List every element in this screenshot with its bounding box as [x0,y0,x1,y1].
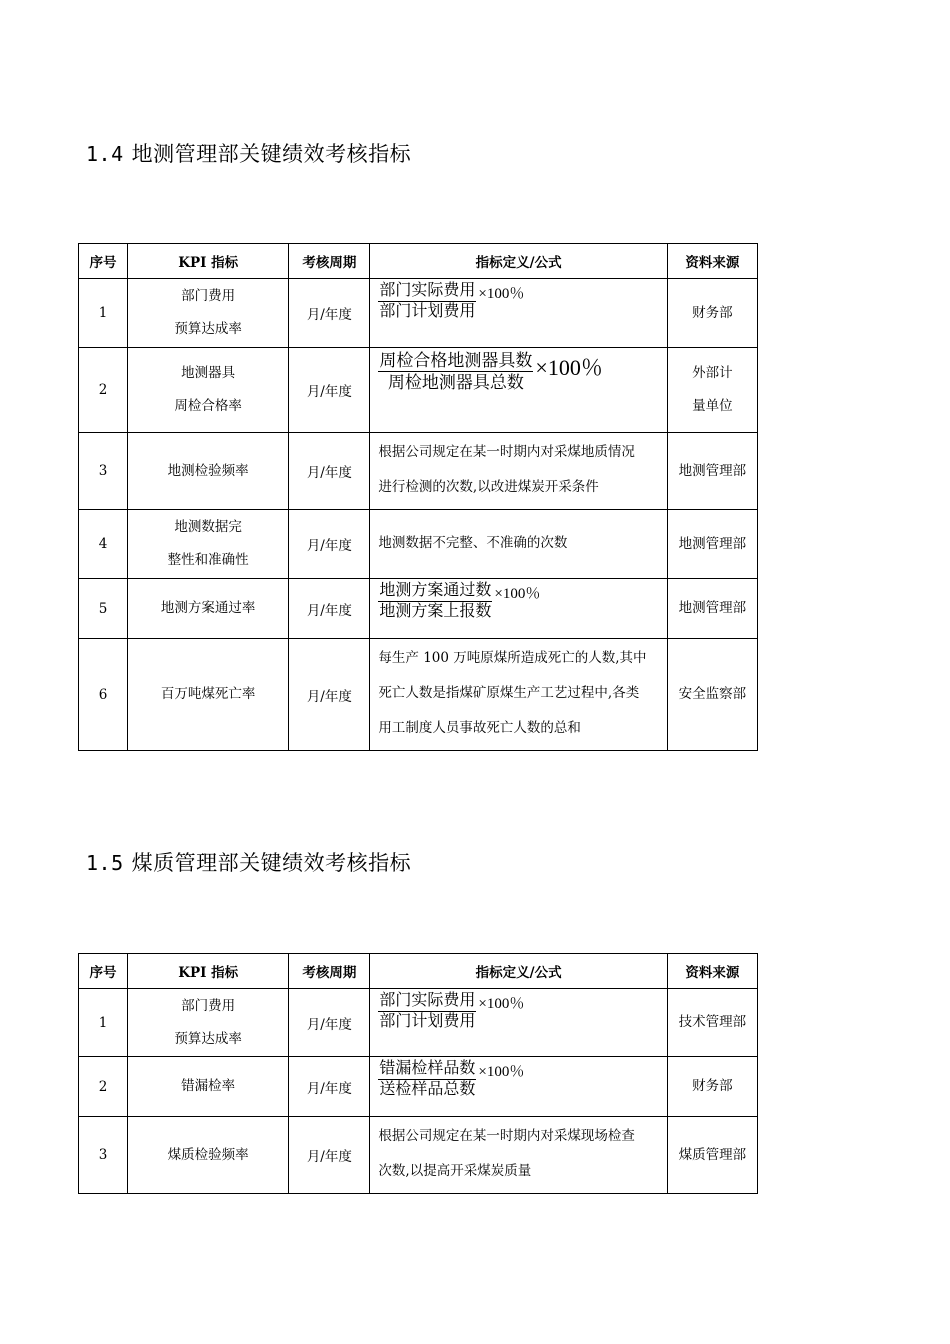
table-row [79,639,758,751]
kpi-name: 煤质检验频率 [128,1117,289,1194]
kpi-name-line: 周检合格率 [174,398,242,414]
table-row [79,433,758,510]
formula-denominator: 部门计划费用 [379,1013,476,1030]
kpi-name [128,989,289,1057]
kpi-table-coal-quality [78,953,758,1194]
formula-multiplier: ×100％ [535,355,603,380]
definition-line: 根据公司规定在某一时期内对采煤现场检查 [378,1128,635,1144]
data-source [667,348,757,433]
definition-line: 地测数据不完整、不准确的次数 [378,534,568,551]
kpi-name-line: 部门费用 [181,288,236,304]
period: 月/年度 [289,510,370,579]
header-period: 考核周期 [289,954,370,989]
kpi-name: 地测检验频率 [128,433,289,510]
section-title: 煤质管理部关键绩效考核指标 [131,851,412,875]
table-row [79,1117,758,1194]
formula [378,991,524,1032]
section-heading-1-4 [86,138,411,168]
data-source-line: 量单位 [692,398,733,414]
period: 月/年度 [289,1057,370,1117]
definition-cell [370,639,667,751]
formula-numerator: 部门实际费用 [378,281,476,302]
formula-denominator: 部门计划费用 [379,303,476,320]
period: 月/年度 [289,348,370,433]
section-title: 地测管理部关键绩效考核指标 [131,142,412,166]
formula-denominator: 地测方案上报数 [379,603,492,620]
data-source: 地测管理部 [667,433,757,510]
header-kpi: KPI 指标 [128,954,289,989]
kpi-name-line: 预算达成率 [174,321,242,337]
period: 月/年度 [289,433,370,510]
data-source: 技术管理部 [667,989,757,1057]
row-number: 3 [79,433,128,510]
row-number: 4 [79,510,128,579]
table-header-row [79,954,758,989]
section-heading-1-5 [86,847,411,877]
period: 月/年度 [289,989,370,1057]
period: 月/年度 [289,279,370,348]
row-number: 2 [79,348,128,433]
header-definition: 指标定义/公式 [370,954,667,989]
definition-cell [370,433,667,510]
formula [378,1059,524,1100]
kpi-name-line: 地测器具 [181,365,236,381]
formula [378,581,540,622]
formula-denominator: 周检地测器具总数 [387,373,524,392]
table-row [79,348,758,433]
kpi-name-line: 预算达成率 [174,1030,242,1047]
period: 月/年度 [289,639,370,751]
formula-denominator: 送检样品总数 [379,1081,476,1098]
formula-numerator: 周检合格地测器具数 [379,351,533,370]
formula-cell [370,1057,667,1117]
definition-cell [370,1117,667,1194]
kpi-name-line: 整性和准确性 [167,552,249,568]
definition-line: 次数,以提高开采煤炭质量 [378,1163,532,1179]
row-number: 1 [79,989,128,1057]
definition-line: 死亡人数是指煤矿原煤生产工艺过程中,各类 [378,685,640,701]
header-kpi: KPI 指标 [128,244,289,279]
section-number: 1.4 [86,142,124,166]
data-source: 财务部 [667,1057,757,1117]
row-number: 1 [79,279,128,348]
kpi-name-line: 地测数据完 [174,519,242,535]
kpi-name [128,279,289,348]
table-row [79,1057,758,1117]
definition-cell [370,510,667,579]
formula-cell [370,989,667,1057]
header-period: 考核周期 [289,244,370,279]
header-source: 资料来源 [667,244,757,279]
formula-cell [370,579,667,639]
definition-line: 每生产 100 万吨原煤所造成死亡的人数,其中 [378,650,647,666]
data-source: 地测管理部 [667,579,757,639]
kpi-name: 百万吨煤死亡率 [128,639,289,751]
row-number: 5 [79,579,128,639]
definition-line: 根据公司规定在某一时期内对采煤地质情况 [378,444,635,460]
data-source: 安全监察部 [667,639,757,751]
row-number: 2 [79,1057,128,1117]
table-row [79,989,758,1057]
definition-line: 用工制度人员事故死亡人数的总和 [378,720,581,736]
kpi-name-line: 部门费用 [181,997,236,1014]
kpi-name [128,510,289,579]
data-source: 煤质管理部 [667,1117,757,1194]
row-number: 6 [79,639,128,751]
section-number: 1.5 [86,851,124,875]
formula-numerator: 地测方案通过数 [378,581,492,602]
header-definition: 指标定义/公式 [370,244,667,279]
period: 月/年度 [289,1117,370,1194]
data-source-line: 外部计 [692,365,733,381]
formula-cell [370,279,667,348]
formula-multiplier: ×100％ [478,996,525,1012]
formula-multiplier: ×100％ [478,286,525,302]
kpi-name [128,348,289,433]
period: 月/年度 [289,579,370,639]
formula-multiplier: ×100％ [494,586,541,602]
row-number: 3 [79,1117,128,1194]
header-no: 序号 [79,244,128,279]
table-row [79,579,758,639]
table-row [79,510,758,579]
table-header-row [79,244,758,279]
formula-multiplier: ×100％ [478,1064,525,1080]
formula [378,281,524,322]
table-row [79,279,758,348]
header-source: 资料来源 [667,954,757,989]
data-source: 财务部 [667,279,757,348]
data-source: 地测管理部 [667,510,757,579]
formula [378,350,602,393]
kpi-table-geodetic [78,243,758,751]
kpi-name: 地测方案通过率 [128,579,289,639]
kpi-name: 错漏检率 [128,1057,289,1117]
formula-numerator: 错漏检样品数 [378,1059,476,1080]
formula-cell [370,348,667,433]
formula-numerator: 部门实际费用 [378,991,476,1012]
definition-line: 进行检测的次数,以改进煤炭开采条件 [378,479,599,495]
header-no: 序号 [79,954,128,989]
